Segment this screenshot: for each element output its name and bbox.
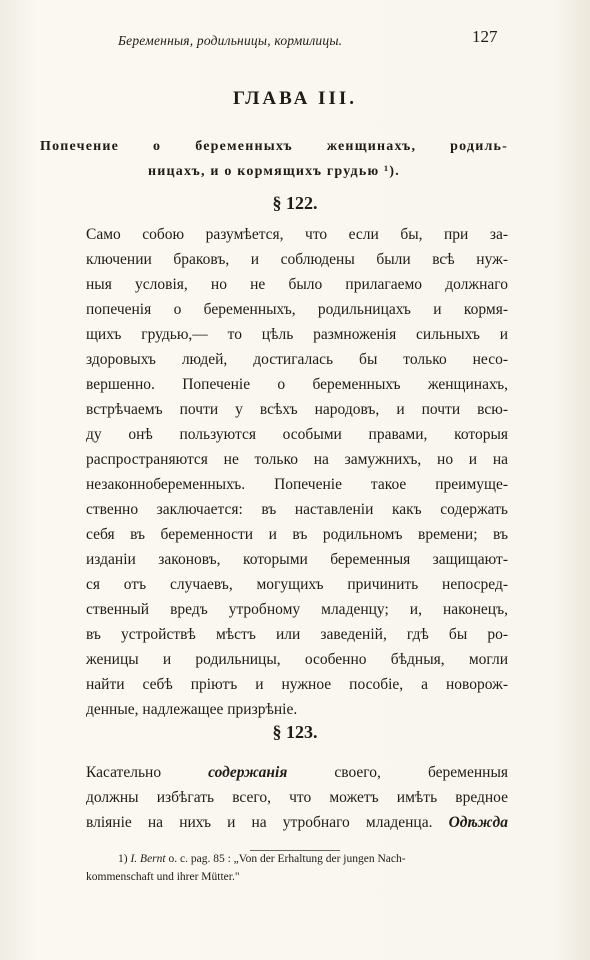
footnote-reference: o. c. pag. 85 : „Von der Erhaltung der jungen Nach- [165, 853, 406, 865]
text-line: незаконнобеременныхъ. Попеченіе такое преимуще- [86, 476, 508, 493]
text-line: ныя условія, но не было прилагаемо должнаго [86, 276, 508, 293]
section-122-text [86, 222, 508, 722]
chapter-title: ГЛАВА III. [233, 88, 357, 109]
footnote-author: I. Bernt [130, 853, 166, 865]
text-run: Касательно [86, 764, 209, 781]
running-head: Беременныя, родильницы, кормилицы. [118, 33, 343, 48]
text-line: ключении браковъ, и соблюдены были всѣ нуж- [86, 251, 508, 268]
text-line: найти себѣ пріютъ и нужное пособіе, а новорож- [86, 676, 508, 693]
text-line: денные, надлежащее призрѣніе. [86, 701, 298, 718]
text-run: вліяніе на нихъ и на утробнаго младенца. [86, 814, 449, 831]
text-line: вершенно. Попеченіе о беременныхъ женщинахъ, [86, 376, 508, 393]
text-line: ственный вредъ утробному младенцу; и, наконецъ, [86, 601, 508, 618]
chapter-subtitle-line: ницахъ, и о кормящихъ грудью ¹). [148, 164, 400, 179]
text-line: ся отъ случаевъ, могущихъ причинить непосред- [86, 576, 508, 593]
text-line: должны избѣгать всего, что можетъ имѣть вредное [86, 789, 508, 806]
chapter-subtitle [40, 134, 508, 184]
text-line: щихъ грудью,— то цѣль размноженія сильныхъ и [86, 326, 508, 343]
text-line: въ устройствѣ мѣстъ или заведеній, гдѣ бы ро- [86, 626, 508, 643]
section-heading-122: § 122. [272, 193, 318, 213]
text-line: Само собою разумѣется, что если бы, при за- [86, 226, 508, 243]
text-line: встрѣчаемъ почти у всѣхъ народовъ, и почти всю- [86, 401, 508, 418]
text-line: женицы и родильницы, особенно бѣдныя, могли [86, 651, 508, 668]
text-run: своего, беременныя [287, 764, 508, 781]
footnote [86, 850, 516, 886]
text-line [86, 760, 508, 785]
section-123-text [86, 760, 508, 835]
chapter-subtitle-line: Попечение о беременныхъ женщинахъ, родиль- [40, 139, 508, 154]
text-line: распространяются не только на замужнихъ, но и на [86, 451, 508, 468]
text-line: ду онѣ пользуются особыми правами, которыя [86, 426, 508, 443]
text-line: ственно заключается: въ наставленіи какъ содержать [86, 501, 508, 518]
footnote-line [86, 850, 516, 868]
text-line: попеченія о беременныхъ, родильницахъ и кормя- [86, 301, 508, 318]
italic-term: содержанія [208, 764, 288, 781]
section-heading-123: § 123. [272, 722, 318, 742]
text-line [86, 810, 508, 835]
footnote-line: kommenschaft und ihrer Mütter." [86, 871, 240, 883]
text-line: изданіи законовъ, которыми беременныя защищают- [86, 551, 508, 568]
italic-term: Одѣжда [448, 814, 508, 831]
text-line: здоровыхъ людей, достигалась бы только несо- [86, 351, 508, 368]
footnote-marker: 1) [118, 853, 131, 865]
text-line: себя въ беременности и въ родильномъ времени; въ [86, 526, 508, 543]
page-number: 127 [472, 27, 498, 46]
